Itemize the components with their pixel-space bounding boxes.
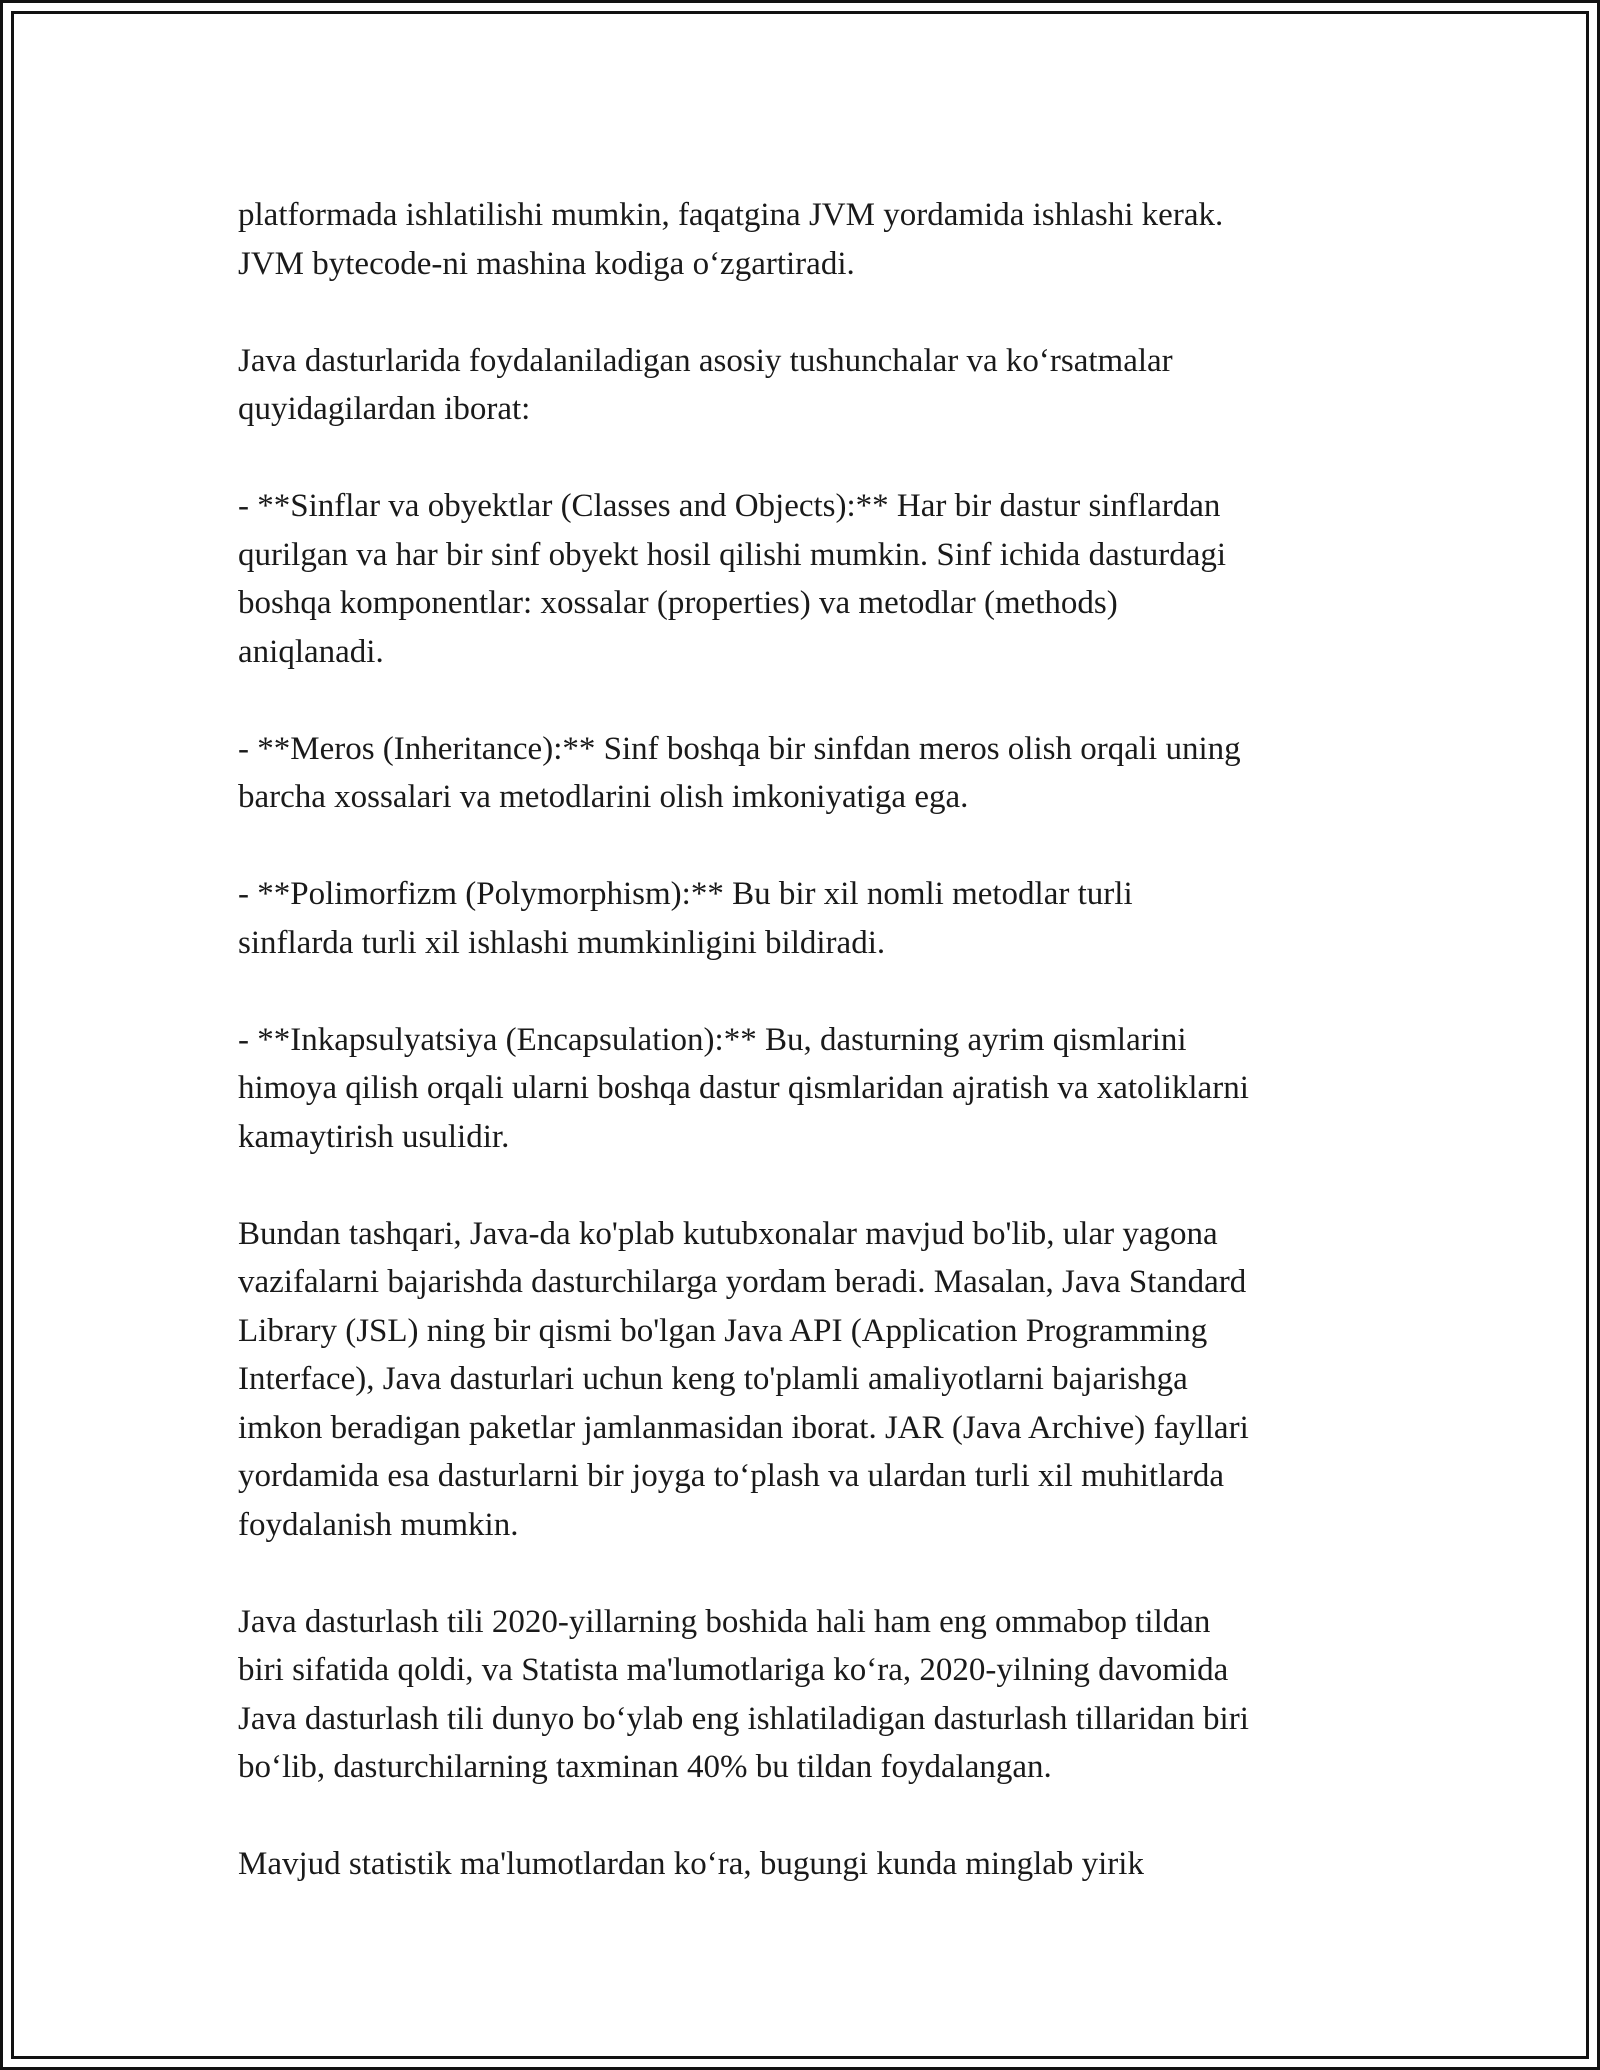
text-line: bo‘lib, dasturchilarning taxminan 40% bu tildan foydalangan.	[238, 1749, 1052, 1785]
text-line: Java dasturlarida foydalaniladigan asosiy tushunchalar va ko‘rsatmalar	[238, 342, 1173, 379]
text-line: vazifalarni bajarishda dasturchilarga yordam beradi. Masalan, Java Standard	[238, 1264, 1247, 1300]
paragraph	[238, 1016, 1398, 1162]
text-line: biri sifatida qoldi, va Statista ma'lumotlariga ko‘ra, 2020-yilning davomida	[238, 1652, 1229, 1688]
paragraph	[238, 1840, 1398, 1889]
paragraph	[238, 1210, 1398, 1550]
text-line: - **Inkapsulyatsiya (Encapsulation):** Bu, dasturning ayrim qismlarini	[238, 1021, 1187, 1058]
paragraph	[238, 337, 1398, 434]
text-line: - **Sinflar va obyektlar (Classes and Objects):** Har bir dastur sinflardan	[238, 488, 1221, 524]
text-line: yordamida esa dasturlarni bir joyga to‘plash va ulardan turli xil muhitlarda	[238, 1458, 1225, 1494]
text-line: imkon beradigan paketlar jamlanmasidan iborat. JAR (Java Archive) fayllari	[238, 1409, 1249, 1446]
paragraph	[238, 482, 1398, 676]
text-line: qurilgan va har bir sinf obyekt hosil qilishi mumkin. Sinf ichida dasturdagi	[238, 536, 1227, 573]
paragraph	[238, 191, 1398, 288]
text-line: - **Meros (Inheritance):** Sinf boshqa bir sinfdan meros olish orqali uning	[238, 730, 1241, 767]
text-line: Bundan tashqari, Java-da ko'plab kutubxonalar mavjud bo'lib, ular yagona	[238, 1215, 1218, 1252]
paragraph	[238, 1598, 1398, 1792]
text-line: sinflarda turli xil ishlashi mumkinligini bildiradi.	[238, 924, 886, 961]
text-line: Interface), Java dasturlari uchun keng to'plamli amaliyotlarni bajarishga	[238, 1361, 1188, 1397]
text-line: foydalanish mumkin.	[238, 1506, 519, 1543]
text-line: Mavjud statistik ma'lumotlardan ko‘ra, bugungi kunda minglab yirik	[238, 1846, 1144, 1882]
text-line: aniqlanadi.	[238, 633, 384, 670]
text-line: kamaytirish usulidir.	[238, 1118, 510, 1155]
text-line: barcha xossalari va metodlarini olish imkoniyatiga ega.	[238, 779, 969, 815]
text-line: quyidagilardan iborat:	[238, 391, 531, 427]
text-line: Java dasturlash tili 2020-yillarning boshida hali ham eng ommabop tildan	[238, 1603, 1211, 1640]
text-line: himoya qilish orqali ularni boshqa dastur qismlaridan ajratish va xatoliklarni	[238, 1070, 1249, 1106]
text-line: Library (JSL) ning bir qismi bo'lgan Java API (Application Programming	[238, 1312, 1208, 1349]
paragraph	[238, 870, 1398, 967]
text-line: - **Polimorfizm (Polymorphism):** Bu bir xil nomli metodlar turli	[238, 876, 1133, 912]
document-body	[238, 191, 1398, 1937]
text-line: platformada ishlatilishi mumkin, faqatgina JVM yordamida ishlashi kerak.	[238, 197, 1224, 233]
paragraph	[238, 725, 1398, 822]
text-line: Java dasturlash tili dunyo bo‘ylab eng ishlatiladigan dasturlash tillaridan biri	[238, 1700, 1249, 1737]
text-line: JVM bytecode-ni mashina kodiga o‘zgartiradi.	[238, 245, 855, 282]
text-line: boshqa komponentlar: xossalar (properties) va metodlar (methods)	[238, 585, 1118, 621]
